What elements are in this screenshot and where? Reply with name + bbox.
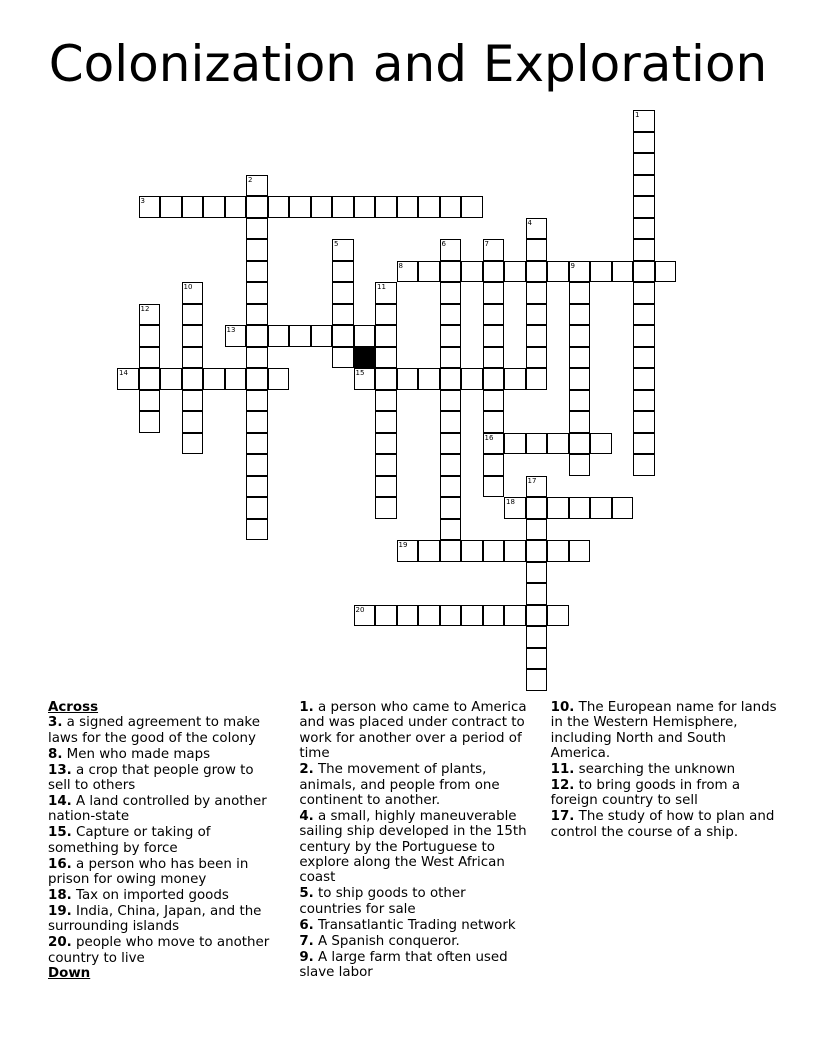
clue-text: The European name for lands in the Western Hemisphere, including North and South America.: [550, 700, 777, 762]
grid-cell[interactable]: [182, 282, 204, 304]
grid-cell[interactable]: [569, 261, 591, 283]
grid-cell[interactable]: [526, 626, 548, 648]
grid-cell[interactable]: [547, 261, 569, 283]
cell-number: 13: [226, 326, 236, 334]
grid-cell[interactable]: [418, 605, 440, 627]
clue-number: 6.: [299, 917, 314, 933]
cell-number: 15: [355, 369, 365, 377]
grid-cell[interactable]: [289, 325, 311, 347]
grid-cell[interactable]: [547, 433, 569, 455]
grid-cell[interactable]: [440, 261, 462, 283]
cell-number: 19: [398, 541, 408, 549]
cell-number: 14: [119, 369, 128, 377]
grid-cell[interactable]: [375, 196, 397, 218]
clue-text: to bring goods in from a foreign country to sell: [550, 778, 741, 809]
grid-cell[interactable]: [526, 562, 548, 584]
down-clue: [299, 700, 526, 762]
grid-cell[interactable]: [246, 325, 268, 347]
grid-cell[interactable]: [397, 605, 419, 627]
clue-text: A large farm that often used slave labor: [299, 949, 508, 980]
grid-cell[interactable]: [483, 282, 505, 304]
cell-number: 5: [334, 240, 339, 248]
grid-cell[interactable]: [612, 497, 634, 519]
clue-text: The movement of plants, animals, and people from one continent to another.: [299, 762, 500, 808]
grid-cell[interactable]: [483, 411, 505, 433]
grid-cell[interactable]: [526, 239, 548, 261]
grid-cell[interactable]: [633, 175, 655, 197]
cell-number: 9: [570, 261, 575, 270]
grid-cell[interactable]: [332, 282, 354, 304]
grid-cell[interactable]: [139, 325, 161, 347]
clue-text: a person who came to America and was placed under contract to work for another over a period of time: [299, 700, 527, 762]
grid-cell[interactable]: [354, 196, 376, 218]
grid-cell[interactable]: [246, 239, 268, 261]
grid-cell[interactable]: [526, 304, 548, 326]
grid-cell[interactable]: [246, 304, 268, 326]
grid-cell[interactable]: [139, 196, 161, 218]
grid-cell[interactable]: [569, 304, 591, 326]
cell-number: 20: [355, 605, 365, 614]
grid-cell[interactable]: [440, 476, 462, 498]
clue-number: 5.: [299, 886, 314, 902]
grid-cell[interactable]: [139, 390, 161, 412]
grid-cell[interactable]: [569, 282, 591, 304]
clue-number: 4.: [299, 808, 314, 824]
grid-cell[interactable]: [375, 497, 397, 519]
grid-cell[interactable]: [203, 368, 225, 390]
grid-cell[interactable]: [569, 497, 591, 519]
grid-cell[interactable]: [633, 261, 655, 283]
clue-text: a small, highly maneuverable sailing ship developed in the 15th century by the Portuguese to explore along the West African coast: [299, 808, 527, 886]
grid-cell[interactable]: [569, 325, 591, 347]
across-clue: [48, 794, 275, 825]
clue-number: 14.: [48, 793, 72, 809]
grid-cell[interactable]: [246, 175, 268, 197]
grid-cell[interactable]: [504, 497, 526, 519]
grid-cell[interactable]: [526, 669, 548, 691]
clue-text: Tax on imported goods: [71, 887, 229, 903]
grid-cell[interactable]: [526, 261, 548, 283]
grid-cell[interactable]: [182, 433, 204, 455]
grid-cell[interactable]: [440, 390, 462, 412]
clue-number: 17.: [550, 809, 575, 825]
grid-cell[interactable]: [440, 605, 462, 627]
grid-cell[interactable]: [225, 325, 247, 347]
grid-cell[interactable]: [569, 368, 591, 390]
across-clue: [48, 747, 275, 762]
grid-cell[interactable]: [440, 347, 462, 369]
grid-cell[interactable]: [418, 196, 440, 218]
grid-cell[interactable]: [418, 261, 440, 283]
grid-cell[interactable]: [246, 218, 268, 240]
grid-cell[interactable]: [633, 454, 655, 476]
clue-number: 8.: [48, 746, 63, 762]
grid-cell[interactable]: [633, 196, 655, 218]
grid-cell[interactable]: [483, 347, 505, 369]
grid-cell[interactable]: [526, 648, 548, 670]
clue-text: a crop that people grow to sell to others: [48, 762, 254, 794]
grid-cell[interactable]: [375, 282, 397, 304]
grid-cell[interactable]: [182, 390, 204, 412]
grid-cell[interactable]: [547, 497, 569, 519]
grid-cell[interactable]: [569, 454, 591, 476]
grid-cell[interactable]: [590, 261, 612, 283]
grid-cell[interactable]: [483, 454, 505, 476]
grid-cell[interactable]: [483, 605, 505, 627]
grid-cell[interactable]: [246, 454, 268, 476]
grid-cell[interactable]: [483, 261, 505, 283]
grid-cell[interactable]: [246, 476, 268, 498]
grid-cell[interactable]: [633, 433, 655, 455]
down-clue: [299, 918, 526, 933]
clue-number: 13.: [48, 762, 72, 778]
grid-cell[interactable]: [332, 304, 354, 326]
grid-cell[interactable]: [225, 368, 247, 390]
grid-cell[interactable]: [354, 368, 376, 390]
grid-cell[interactable]: [526, 583, 548, 605]
cell-number: 18: [506, 498, 515, 506]
grid-cell[interactable]: [332, 239, 354, 261]
grid-cell[interactable]: [311, 325, 333, 347]
grid-cell[interactable]: [182, 304, 204, 326]
clue-text: people who move to another country to live: [48, 935, 270, 966]
grid-cell[interactable]: [526, 368, 548, 390]
clue-text: to ship goods to other countries for sale: [299, 886, 466, 917]
grid-cell[interactable]: [440, 325, 462, 347]
grid-cell[interactable]: [461, 196, 483, 218]
cell-number: 17: [527, 476, 537, 485]
grid-cell[interactable]: [160, 196, 182, 218]
clue-text: searching the unknown: [574, 762, 736, 778]
grid-cell[interactable]: [289, 196, 311, 218]
grid-cell[interactable]: [440, 239, 462, 261]
grid-cell[interactable]: [246, 390, 268, 412]
down-heading: Down: [48, 966, 91, 982]
clue-text: Capture or taking of something by force: [48, 825, 211, 856]
grid-cell[interactable]: [504, 433, 526, 455]
grid-cell[interactable]: [397, 368, 419, 390]
grid-cell[interactable]: [633, 368, 655, 390]
grid-cell[interactable]: [332, 196, 354, 218]
clue-number: 11.: [550, 762, 575, 778]
grid-cell[interactable]: [526, 218, 548, 240]
clue-number: 20.: [48, 935, 72, 951]
clue-list: [48, 700, 778, 1000]
clue-text: The study of how to plan and control the course of a ship.: [550, 809, 775, 840]
grid-cell[interactable]: [633, 110, 655, 132]
grid-cell[interactable]: [633, 390, 655, 412]
grid-cell[interactable]: [440, 497, 462, 519]
grid-cell[interactable]: [461, 368, 483, 390]
grid-cell[interactable]: [633, 132, 655, 154]
clue-number: 16.: [48, 856, 72, 872]
cell-number: 3: [140, 197, 145, 205]
grid-cell[interactable]: [246, 411, 268, 433]
clue-text: Men who made maps: [62, 746, 211, 762]
grid-cell[interactable]: [526, 282, 548, 304]
grid-cell[interactable]: [504, 261, 526, 283]
grid-cell[interactable]: [246, 282, 268, 304]
grid-cell[interactable]: [547, 540, 569, 562]
grid-cell[interactable]: [375, 325, 397, 347]
grid-cell[interactable]: [397, 196, 419, 218]
cell-number: 12: [140, 304, 150, 313]
grid-cell[interactable]: [139, 347, 161, 369]
grid-cell[interactable]: [440, 411, 462, 433]
grid-cell[interactable]: [246, 497, 268, 519]
grid-cell[interactable]: [268, 196, 290, 218]
grid-cell[interactable]: [612, 261, 634, 283]
grid-cell[interactable]: [590, 497, 612, 519]
cell-number: 6: [441, 240, 446, 248]
clue-number: 7.: [299, 933, 314, 949]
down-clue: [299, 762, 526, 808]
grid-cell[interactable]: [397, 540, 419, 562]
grid-cell[interactable]: [418, 368, 440, 390]
grid-cell[interactable]: [182, 196, 204, 218]
grid-cell[interactable]: [246, 368, 268, 390]
grid-cell[interactable]: [246, 347, 268, 369]
grid-cell[interactable]: [526, 605, 548, 627]
grid-cell[interactable]: [418, 540, 440, 562]
grid-cell[interactable]: [526, 519, 548, 541]
grid-cell[interactable]: [526, 433, 548, 455]
grid-cell[interactable]: [440, 282, 462, 304]
grid-cell[interactable]: [633, 153, 655, 175]
cell-number: 10: [183, 283, 193, 291]
down-clue: [551, 778, 778, 809]
grid-cell[interactable]: [483, 433, 505, 455]
grid-cell[interactable]: [483, 239, 505, 261]
clue-number: 12.: [550, 778, 575, 794]
grid-cell[interactable]: [483, 540, 505, 562]
down-clue: [551, 700, 778, 762]
grid-cell[interactable]: [526, 347, 548, 369]
grid-cell[interactable]: [139, 411, 161, 433]
grid-cell[interactable]: [440, 368, 462, 390]
down-clues: [299, 700, 778, 1000]
grid-cell[interactable]: [440, 196, 462, 218]
clue-text: India, China, Japan, and the surrounding islands: [48, 903, 262, 935]
grid-cell[interactable]: [526, 497, 548, 519]
cell-number: 11: [377, 283, 386, 291]
grid-cell[interactable]: [483, 476, 505, 498]
grid-cell[interactable]: [569, 390, 591, 412]
grid-cell[interactable]: [246, 261, 268, 283]
grid-cell[interactable]: [160, 368, 182, 390]
grid-cell[interactable]: [375, 390, 397, 412]
grid-cell[interactable]: [375, 304, 397, 326]
grid-cell[interactable]: [633, 325, 655, 347]
grid-cell[interactable]: [268, 368, 290, 390]
grid-cell[interactable]: [633, 347, 655, 369]
grid-cell[interactable]: [526, 540, 548, 562]
grid-cell[interactable]: [483, 325, 505, 347]
grid-cell[interactable]: [182, 347, 204, 369]
cell-number: 2: [248, 175, 253, 184]
across-clue: [48, 715, 275, 746]
grid-cell[interactable]: [332, 325, 354, 347]
grid-cell[interactable]: [569, 433, 591, 455]
grid-cell[interactable]: [203, 196, 225, 218]
grid-cell[interactable]: [375, 347, 397, 369]
down-clue: [299, 809, 526, 886]
grid-cell[interactable]: [375, 605, 397, 627]
grid-cell[interactable]: [526, 476, 548, 498]
across-clue: [48, 825, 275, 856]
grid-cell[interactable]: [375, 476, 397, 498]
grid-cell[interactable]: [332, 347, 354, 369]
grid-cell[interactable]: [440, 454, 462, 476]
cell-number: 8: [398, 261, 403, 270]
grid-cell[interactable]: [225, 196, 247, 218]
grid-cell[interactable]: [461, 540, 483, 562]
black-cell: [354, 347, 376, 369]
clue-number: 3.: [48, 715, 63, 731]
grid-cell[interactable]: [375, 433, 397, 455]
grid-cell[interactable]: [182, 368, 204, 390]
grid-cell[interactable]: [483, 390, 505, 412]
grid-cell[interactable]: [504, 368, 526, 390]
grid-cell[interactable]: [504, 605, 526, 627]
grid-cell[interactable]: [633, 239, 655, 261]
clue-number: 18.: [48, 887, 72, 903]
grid-cell[interactable]: [375, 411, 397, 433]
cell-number: 7: [484, 240, 489, 248]
cell-number: 16: [484, 433, 494, 442]
grid-cell[interactable]: [569, 411, 591, 433]
grid-cell[interactable]: [547, 605, 569, 627]
puzzle-title: Colonization and Exploration: [48, 35, 768, 93]
clue-text: Transatlantic Trading network: [313, 917, 516, 933]
clue-number: 15.: [48, 825, 72, 841]
grid-cell[interactable]: [375, 368, 397, 390]
across-clues: [48, 715, 275, 966]
across-clue: [48, 935, 275, 966]
across-clue: [48, 763, 275, 794]
grid-cell[interactable]: [332, 261, 354, 283]
down-clue: [299, 934, 526, 949]
cell-number: 4: [527, 218, 532, 227]
grid-cell[interactable]: [182, 325, 204, 347]
grid-cell[interactable]: [633, 411, 655, 433]
across-heading: Across: [48, 700, 99, 715]
grid-cell[interactable]: [633, 282, 655, 304]
grid-cell[interactable]: [246, 433, 268, 455]
clue-text: A land controlled by another nation-state: [48, 793, 267, 825]
grid-cell[interactable]: [246, 196, 268, 218]
grid-cell[interactable]: [504, 540, 526, 562]
grid-cell[interactable]: [655, 261, 677, 283]
across-clue: [48, 857, 275, 888]
down-clue: [299, 886, 526, 917]
grid-cell[interactable]: [268, 325, 290, 347]
grid-cell[interactable]: [526, 325, 548, 347]
grid-cell[interactable]: [590, 433, 612, 455]
across-clue: [48, 888, 275, 903]
grid-cell[interactable]: [569, 540, 591, 562]
grid-cell[interactable]: [461, 261, 483, 283]
grid-cell[interactable]: [440, 540, 462, 562]
grid-cell[interactable]: [461, 605, 483, 627]
grid-cell[interactable]: [182, 411, 204, 433]
grid-cell[interactable]: [483, 368, 505, 390]
down-clue: [299, 950, 526, 981]
clue-text: a signed agreement to make laws for the good of the colony: [48, 715, 260, 746]
grid-cell[interactable]: [440, 304, 462, 326]
down-clue: [551, 809, 778, 840]
grid-cell[interactable]: [375, 454, 397, 476]
clue-number: 9.: [299, 949, 314, 965]
grid-cell[interactable]: [139, 368, 161, 390]
grid-cell[interactable]: [569, 347, 591, 369]
clue-text: A Spanish conqueror.: [313, 933, 460, 949]
clue-number: 1.: [299, 700, 314, 715]
across-clue: [48, 904, 275, 935]
grid-cell[interactable]: [354, 325, 376, 347]
clue-number: 2.: [299, 762, 314, 778]
grid-cell[interactable]: [354, 605, 376, 627]
grid-cell[interactable]: [440, 433, 462, 455]
clue-text: a person who has been in prison for owing money: [48, 856, 249, 887]
grid-cell[interactable]: [117, 368, 139, 390]
grid-cell[interactable]: [483, 304, 505, 326]
grid-cell[interactable]: [246, 519, 268, 541]
grid-cell[interactable]: [311, 196, 333, 218]
clue-number: 10.: [550, 700, 575, 715]
grid-cell[interactable]: [397, 261, 419, 283]
down-clue: [551, 762, 778, 777]
cell-number: 1: [635, 111, 640, 119]
clue-number: 19.: [48, 903, 72, 919]
grid-cell[interactable]: [633, 304, 655, 326]
grid-cell[interactable]: [633, 218, 655, 240]
grid-cell[interactable]: [139, 304, 161, 326]
grid-cell[interactable]: [440, 519, 462, 541]
